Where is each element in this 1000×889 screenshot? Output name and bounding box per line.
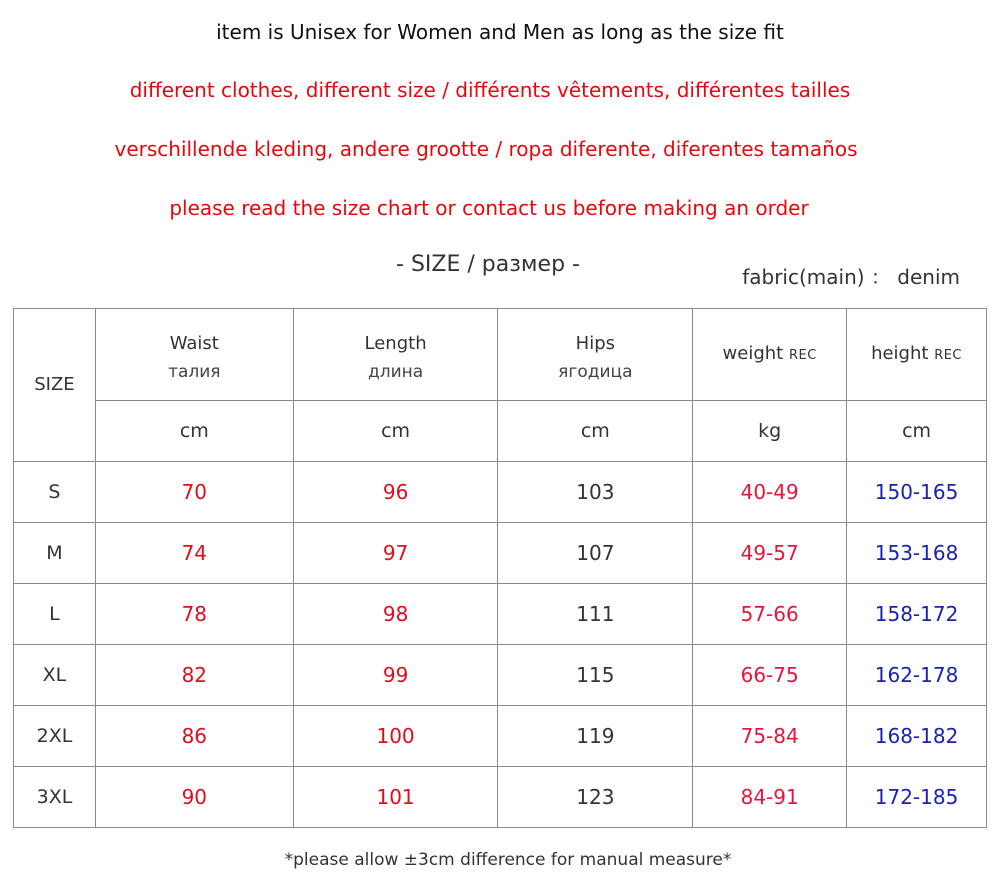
table-row — [14, 584, 987, 645]
hips-label: Hips — [575, 333, 616, 355]
height-cell: 158-172 — [847, 584, 987, 645]
length-sublabel: длина — [367, 361, 424, 382]
length-cell: 97 — [293, 523, 498, 584]
height-unit: cm — [847, 401, 987, 462]
table-row — [14, 645, 987, 706]
height-cell: 168-182 — [847, 706, 987, 767]
size-cell: 3XL — [14, 767, 96, 828]
length-cell: 98 — [293, 584, 498, 645]
table-row — [14, 523, 987, 584]
height-label: height — [871, 343, 929, 365]
length-unit: cm — [293, 401, 498, 462]
waist-unit: cm — [95, 401, 293, 462]
height-header — [847, 309, 987, 401]
hips-cell: 111 — [498, 584, 693, 645]
length-cell: 96 — [293, 462, 498, 523]
length-header — [293, 309, 498, 401]
table-row — [14, 767, 987, 828]
weight-cell: 66-75 — [693, 645, 847, 706]
size-cell: XL — [14, 645, 96, 706]
height-cell: 153-168 — [847, 523, 987, 584]
hips-cell: 115 — [498, 645, 693, 706]
measure-footnote: *please allow ±3cm difference for manual measure* — [284, 850, 732, 870]
height-cell: 172-185 — [847, 767, 987, 828]
length-cell: 99 — [293, 645, 498, 706]
hips-cell: 107 — [498, 523, 693, 584]
weight-cell: 84-91 — [693, 767, 847, 828]
waist-cell: 74 — [95, 523, 293, 584]
weight-cell: 57-66 — [693, 584, 847, 645]
weight-cell: 49-57 — [693, 523, 847, 584]
waist-header — [95, 309, 293, 401]
waist-cell: 78 — [95, 584, 293, 645]
size-header: SIZE — [14, 309, 96, 462]
waist-cell: 82 — [95, 645, 293, 706]
hips-cell: 119 — [498, 706, 693, 767]
size-chart-table — [13, 308, 987, 828]
unit-row — [14, 401, 987, 462]
size-chart-title: - SIZE / размер - — [396, 252, 580, 277]
hips-header — [498, 309, 693, 401]
height-cell: 162-178 — [847, 645, 987, 706]
waist-sublabel: талия — [168, 361, 221, 382]
table-row — [14, 462, 987, 523]
length-cell: 101 — [293, 767, 498, 828]
unisex-note: item is Unisex for Women and Men as long as the size fit — [216, 20, 784, 44]
weight-rec: REC — [788, 348, 817, 364]
waist-label: Waist — [169, 333, 219, 355]
weight-cell: 40-49 — [693, 462, 847, 523]
size-cell: 2XL — [14, 706, 96, 767]
size-cell: L — [14, 584, 96, 645]
read-chart-note: please read the size chart or contact us before making an order — [169, 196, 809, 220]
height-rec: REC — [934, 348, 963, 364]
hips-unit: cm — [498, 401, 693, 462]
weight-cell: 75-84 — [693, 706, 847, 767]
hips-sublabel: ягодица — [558, 361, 633, 382]
hips-cell: 123 — [498, 767, 693, 828]
height-cell: 150-165 — [847, 462, 987, 523]
size-cell: M — [14, 523, 96, 584]
fabric-info: fabric(main) ： denim — [742, 265, 960, 289]
length-label: Length — [364, 333, 427, 355]
waist-cell: 86 — [95, 706, 293, 767]
size-warning-en-fr: different clothes, different size / différents vêtements, différentes tailles — [129, 78, 851, 102]
table-row — [14, 706, 987, 767]
hips-cell: 103 — [498, 462, 693, 523]
weight-unit: kg — [693, 401, 847, 462]
weight-label: weight — [722, 343, 784, 365]
header-row — [14, 309, 987, 401]
waist-cell: 70 — [95, 462, 293, 523]
waist-cell: 90 — [95, 767, 293, 828]
weight-header — [693, 309, 847, 401]
length-cell: 100 — [293, 706, 498, 767]
size-cell: S — [14, 462, 96, 523]
size-warning-nl-es: verschillende kleding, andere grootte / ropa diferente, diferentes tamaños — [114, 137, 858, 161]
